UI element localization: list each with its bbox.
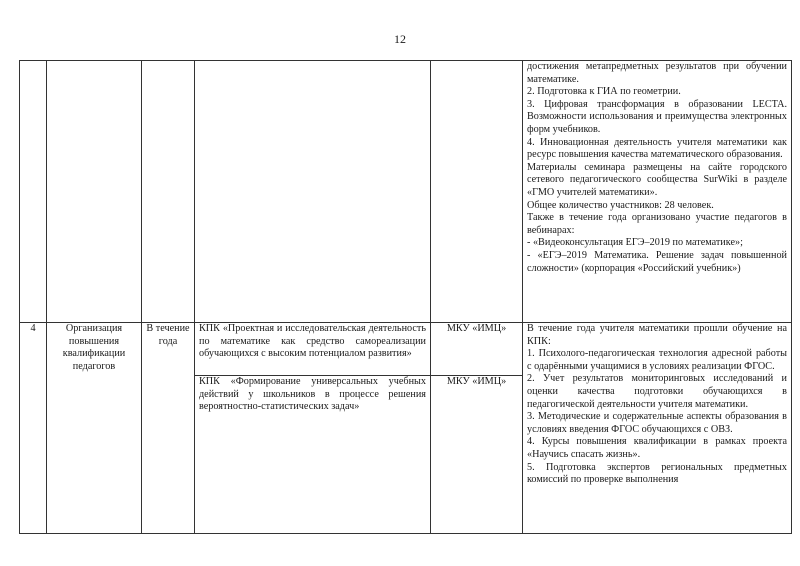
event-name-cell: КПК «Проектная и исследовательская деятельность по математике как средство самореализации обучающихся с высоким потенциалом развития» (195, 323, 431, 376)
result-text: 2. Учет результатов мониторинговых исследований и оценки качества подготовки обучающихся в педагогической деятельности учителя математики. (527, 373, 787, 410)
result-text: достижения метапредметных результатов при обучении математике. (527, 61, 787, 85)
result-text: Также в течение года организовано участие педагогов в вебинарах: (527, 212, 787, 236)
result-text: 4. Инновационная деятельность учителя математики как ресурс повышения качества математического образования. (527, 136, 787, 161)
activity-title-cell (47, 61, 142, 323)
row-number-cell (20, 61, 47, 323)
organizer-cell: МКУ «ИМЦ» (431, 376, 523, 534)
row-number-cell: 4 (20, 323, 47, 534)
result-text: 1. Психолого-педагогическая технология адресной работы с одарёнными учащимися в условиях реализации ФГОС. (527, 348, 787, 372)
result-text: 3. Методические и содержательные аспекты образования в условиях введения ФГОС обучающихся с ОВЗ. (527, 411, 787, 435)
result-text: 2. Подготовка к ГИА по геометрии. (527, 86, 681, 98)
result-text: Материалы семинара размещены на сайте городского сетевого педагогического сообщества SurWiki в разделе «ГМО учителей математики». (527, 161, 787, 198)
result-text: В течение года учителя математики прошли обучение на КПК: (527, 323, 787, 347)
organizer-cell (431, 61, 523, 323)
period-cell (142, 61, 195, 323)
activity-title-cell: Организация повышения квалификации педагогов (47, 323, 142, 534)
event-name-cell: КПК «Формирование универсальных учебных действий у школьников в процессе решения вероятностно-статистических задач» (195, 376, 431, 534)
result-cell (523, 61, 792, 323)
table-row (20, 323, 792, 376)
page-number: 12 (394, 32, 406, 46)
result-text: 5. Подготовка экспертов региональных предметных комиссий по проверке выполнения (527, 461, 787, 486)
result-text: 3. Цифровая трансформация в образовании LECTA. Возможности использования и преимущества электронных форм учебников. (527, 98, 787, 135)
plan-table (19, 60, 792, 534)
result-text: Общее количество участников: 28 человек. (527, 199, 714, 211)
result-text: 4. Курсы повышения квалификации в рамках проекта «Научись спасать жизнь». (527, 436, 787, 460)
period-cell: В течение года (142, 323, 195, 534)
result-cell (523, 323, 792, 534)
organizer-cell: МКУ «ИМЦ» (431, 323, 523, 376)
table-row (20, 61, 792, 323)
result-text: - «Видеоконсультация ЕГЭ–2019 по математике»; (527, 237, 743, 249)
result-text: - «ЕГЭ–2019 Математика. Решение задач повышенной сложности» (корпорация «Российский учебник») (527, 249, 787, 274)
event-name-cell (195, 61, 431, 323)
